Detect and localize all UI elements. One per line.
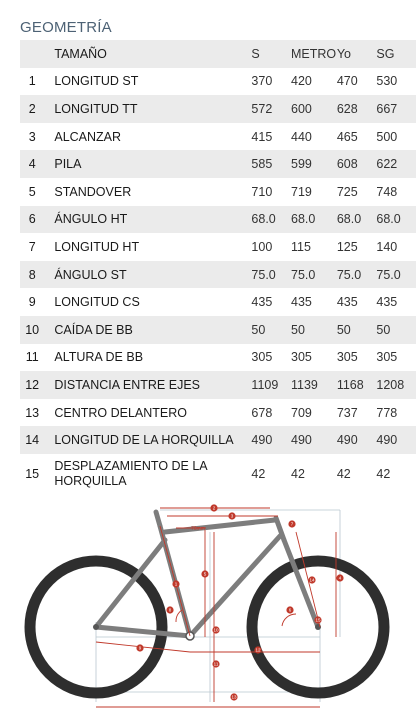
header-size-label: TAMAÑO	[44, 40, 251, 68]
row-value: 490	[337, 426, 377, 454]
row-number: 3	[20, 123, 44, 151]
row-value: 125	[337, 233, 377, 261]
row-measurement-name: STANDOVER	[44, 178, 251, 206]
table-row	[20, 150, 416, 178]
diagram-marker-10	[212, 626, 219, 633]
row-number: 2	[20, 95, 44, 123]
diagram-marker-label: 7	[290, 521, 294, 527]
row-value: 470	[337, 68, 377, 96]
table-header-row	[20, 40, 416, 68]
diagram-marker-label: 14	[309, 577, 315, 583]
row-value: 75.0	[291, 261, 337, 289]
row-value: 305	[291, 344, 337, 372]
row-number: 5	[20, 178, 44, 206]
row-value: 1208	[376, 371, 416, 399]
row-value: 572	[251, 95, 291, 123]
dim-70mm-label: 70mm	[191, 526, 205, 532]
row-value: 490	[376, 426, 416, 454]
diagram-marker-label: 10	[213, 627, 219, 633]
table-row	[20, 261, 416, 289]
row-value: 628	[337, 95, 377, 123]
row-measurement-name: DISTANCIA ENTRE EJES	[44, 371, 251, 399]
diagram-marker-label: 4	[338, 575, 342, 581]
diagram-marker-label: 9	[138, 645, 142, 651]
row-value: 1139	[291, 371, 337, 399]
row-number: 9	[20, 288, 44, 316]
row-value: 305	[251, 344, 291, 372]
row-value: 115	[291, 233, 337, 261]
row-value: 585	[251, 150, 291, 178]
row-number: 7	[20, 233, 44, 261]
diagram-marker-label: 2	[212, 505, 216, 511]
table-row	[20, 206, 416, 234]
row-value: 435	[251, 288, 291, 316]
diagram-marker-5	[201, 570, 208, 577]
row-value: 465	[337, 123, 377, 151]
row-measurement-name: PILA	[44, 150, 251, 178]
row-value: 75.0	[251, 261, 291, 289]
table-row	[20, 288, 416, 316]
row-measurement-name: CAÍDA DE BB	[44, 316, 251, 344]
table-row	[20, 316, 416, 344]
bike-geometry-diagram	[0, 502, 416, 717]
row-value: 68.0	[251, 206, 291, 234]
row-value: 440	[291, 123, 337, 151]
diagram-marker-9	[136, 644, 143, 651]
header-size-s: S	[251, 40, 291, 68]
row-value: 748	[376, 178, 416, 206]
row-number: 11	[20, 344, 44, 372]
row-value: 42	[376, 454, 416, 494]
row-measurement-name: ALCANZAR	[44, 123, 251, 151]
row-value: 100	[251, 233, 291, 261]
diagram-marker-6	[286, 606, 293, 613]
row-value: 737	[337, 399, 377, 427]
row-value: 42	[291, 454, 337, 494]
row-number: 6	[20, 206, 44, 234]
diagram-marker-label: 13	[231, 694, 237, 700]
diagram-marker-label: 6	[288, 607, 292, 613]
diagram-marker-4	[336, 574, 343, 581]
table-row	[20, 454, 416, 494]
table-row	[20, 95, 416, 123]
row-value: 305	[337, 344, 377, 372]
row-measurement-name: ÁNGULO ST	[44, 261, 251, 289]
row-measurement-name: LONGITUD ST	[44, 68, 251, 96]
diagram-marker-label: 1	[174, 581, 178, 587]
geometry-table	[20, 40, 416, 494]
row-measurement-name: LONGITUD CS	[44, 288, 251, 316]
diagram-marker-8	[166, 606, 173, 613]
front-axle	[315, 624, 321, 630]
diagram-marker-label: 11	[213, 661, 219, 667]
table-row	[20, 123, 416, 151]
row-value: 678	[251, 399, 291, 427]
row-value: 710	[251, 178, 291, 206]
row-value: 435	[376, 288, 416, 316]
row-value: 599	[291, 150, 337, 178]
diagram-marker-3	[228, 512, 235, 519]
row-value: 435	[337, 288, 377, 316]
diagram-marker-label: 8	[168, 607, 172, 613]
row-measurement-name: CENTRO DELANTERO	[44, 399, 251, 427]
row-measurement-name: LONGITUD DE LA HORQUILLA	[44, 426, 251, 454]
diagram-marker-label: 15	[315, 617, 321, 623]
header-size-m: METRO	[291, 40, 337, 68]
row-value: 709	[291, 399, 337, 427]
row-value: 305	[376, 344, 416, 372]
diagram-marker-14	[308, 576, 315, 583]
row-value: 370	[251, 68, 291, 96]
row-number: 4	[20, 150, 44, 178]
row-value: 725	[337, 178, 377, 206]
row-measurement-name: ÁNGULO HT	[44, 206, 251, 234]
row-value: 68.0	[291, 206, 337, 234]
table-row	[20, 68, 416, 96]
row-value: 490	[251, 426, 291, 454]
header-num-cell	[20, 40, 44, 68]
diagram-marker-7	[288, 520, 295, 527]
diagram-marker-label: 12	[255, 647, 261, 653]
table-row	[20, 178, 416, 206]
header-size-l: Yo	[337, 40, 377, 68]
diagram-marker-12	[254, 646, 261, 653]
row-number: 10	[20, 316, 44, 344]
row-value: 719	[291, 178, 337, 206]
row-number: 8	[20, 261, 44, 289]
row-value: 50	[251, 316, 291, 344]
table-row	[20, 399, 416, 427]
diagram-marker-label: 3	[230, 513, 234, 519]
row-number: 15	[20, 454, 44, 494]
row-value: 500	[376, 123, 416, 151]
diagram-marker-label: 5	[203, 571, 207, 577]
table-row	[20, 371, 416, 399]
row-measurement-name: DESPLAZAMIENTO DE LA HORQUILLA	[44, 454, 251, 494]
row-measurement-name: LONGITUD TT	[44, 95, 251, 123]
row-number: 13	[20, 399, 44, 427]
row-value: 608	[337, 150, 377, 178]
rear-axle	[93, 624, 99, 630]
row-number: 14	[20, 426, 44, 454]
page-title: GEOMETRÍA	[20, 19, 112, 36]
row-value: 75.0	[376, 261, 416, 289]
diagram-marker-1	[172, 580, 179, 587]
row-value: 75.0	[337, 261, 377, 289]
row-number: 1	[20, 68, 44, 96]
row-value: 490	[291, 426, 337, 454]
row-value: 778	[376, 399, 416, 427]
table-row	[20, 344, 416, 372]
row-measurement-name: LONGITUD HT	[44, 233, 251, 261]
row-value: 415	[251, 123, 291, 151]
row-value: 1168	[337, 371, 377, 399]
row-value: 140	[376, 233, 416, 261]
row-value: 667	[376, 95, 416, 123]
row-value: 42	[337, 454, 377, 494]
diagram-marker-2	[210, 504, 217, 511]
row-value: 50	[291, 316, 337, 344]
row-number: 12	[20, 371, 44, 399]
header-size-xl: SG	[376, 40, 416, 68]
table-row	[20, 426, 416, 454]
row-value: 68.0	[376, 206, 416, 234]
row-value: 42	[251, 454, 291, 494]
diagram-marker-13	[230, 693, 237, 700]
row-value: 68.0	[337, 206, 377, 234]
row-value: 1109	[251, 371, 291, 399]
row-value: 50	[337, 316, 377, 344]
row-measurement-name: ALTURA DE BB	[44, 344, 251, 372]
row-value: 622	[376, 150, 416, 178]
row-value: 50	[376, 316, 416, 344]
row-value: 530	[376, 68, 416, 96]
row-value: 600	[291, 95, 337, 123]
row-value: 420	[291, 68, 337, 96]
table-row	[20, 233, 416, 261]
row-value: 435	[291, 288, 337, 316]
diagram-marker-11	[212, 660, 219, 667]
diagram-marker-15	[314, 616, 321, 623]
